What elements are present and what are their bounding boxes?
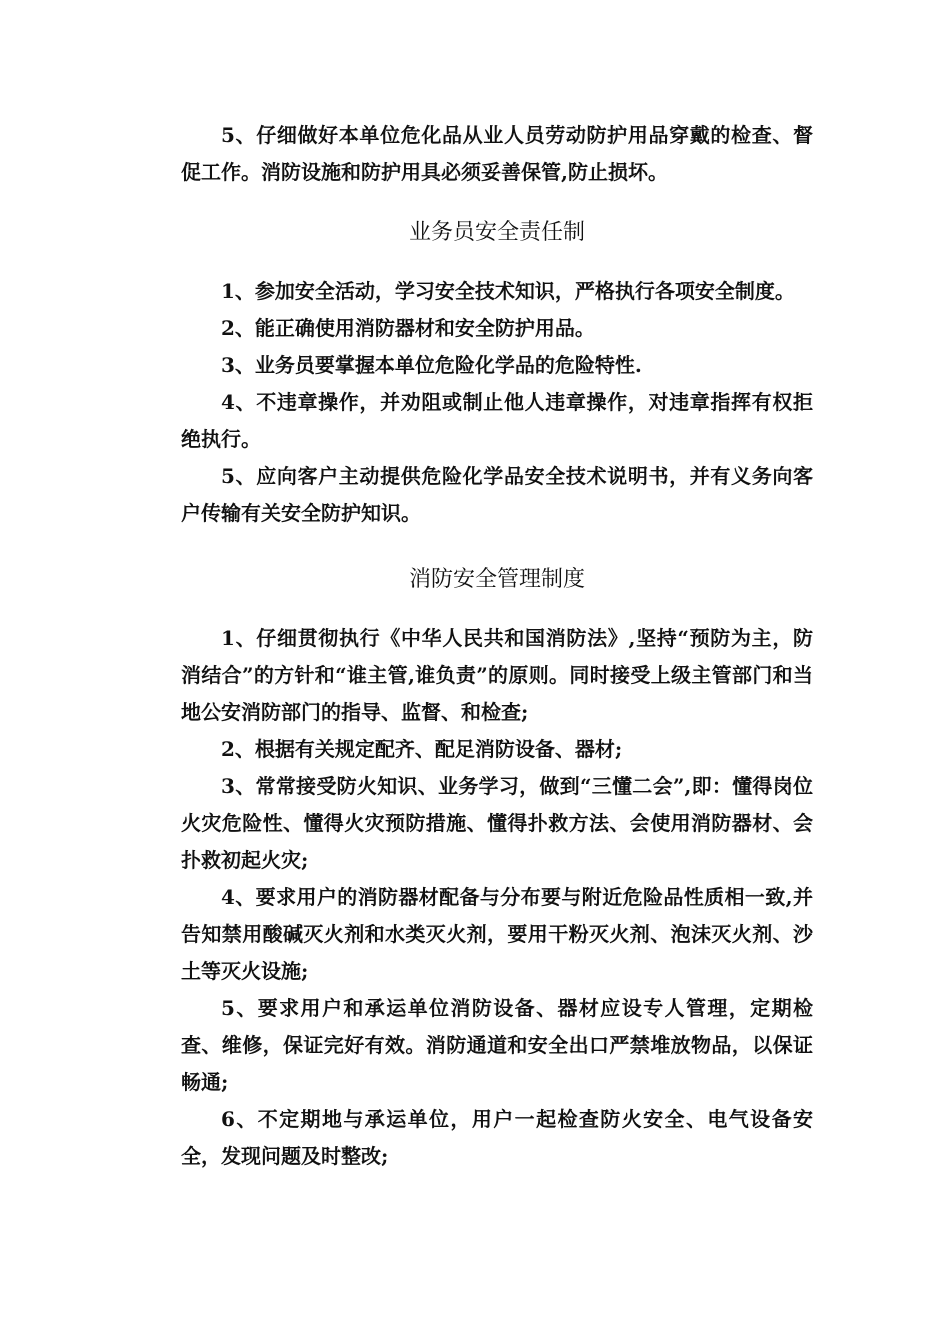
section1-paragraph-1: 1、参加安全活动，学习安全技术知识，严格执行各项安全制度。 — [221, 279, 795, 303]
section2-paragraph-5: 5、要求用户和承运单位消防设备、器材应设专人管理，定期检查、维修，保证完好有效。消防通道和安全出口严禁堆放物品，以保证畅通; — [181, 996, 813, 1094]
section2-paragraph-3: 3、常常接受防火知识、业务学习，做到“三懂二会”,即：懂得岗位火灾危险性、懂得火灾预防措施、懂得扑救方法、会使用消防器材、会扑救初起火灾; — [181, 774, 813, 872]
section2-paragraph-1: 1、仔细贯彻执行《中华人民共和国消防法》,坚持“预防为主，防消结合”的方针和“谁主管,谁负责”的原则。同时接受上级主管部门和当地公安消防部门的指导、监督、和检查; — [181, 626, 813, 724]
section2-paragraph-4: 4、要求用户的消防器材配备与分布要与附近危险品性质相一致,并告知禁用酸碱灭火剂和水类灭火剂，要用干粉灭火剂、泡沫灭火剂、沙土等灭火设施; — [181, 885, 813, 983]
section2-paragraph-2: 2、根据有关规定配齐、配足消防设备、器材; — [221, 737, 623, 761]
section1-paragraph-5: 5、应向客户主动提供危险化学品安全技术说明书，并有义务向客户传输有关安全防护知识。 — [181, 464, 813, 525]
section-title-salesperson-safety: 业务员安全责任制 — [408, 220, 585, 245]
document-page — [181, 117, 813, 1175]
section2-paragraph-6: 6、不定期地与承运单位，用户一起检查防火安全、电气设备安全，发现问题及时整改; — [181, 1107, 813, 1168]
section1-paragraph-2: 2、能正确使用消防器材和安全防护用品。 — [221, 316, 595, 340]
intro-paragraph-5: 5、仔细做好本单位危化品从业人员劳动防护用品穿戴的检查、督促工作。消防设施和防护用具必须妥善保管,防止损坏。 — [181, 123, 813, 184]
section-title-fire-safety: 消防安全管理制度 — [408, 567, 585, 592]
section1-paragraph-4: 4、不违章操作，并劝阻或制止他人违章操作，对违章指挥有权拒绝执行。 — [181, 390, 813, 451]
section1-paragraph-3: 3、业务员要掌握本单位危险化学品的危险特性. — [221, 353, 642, 377]
